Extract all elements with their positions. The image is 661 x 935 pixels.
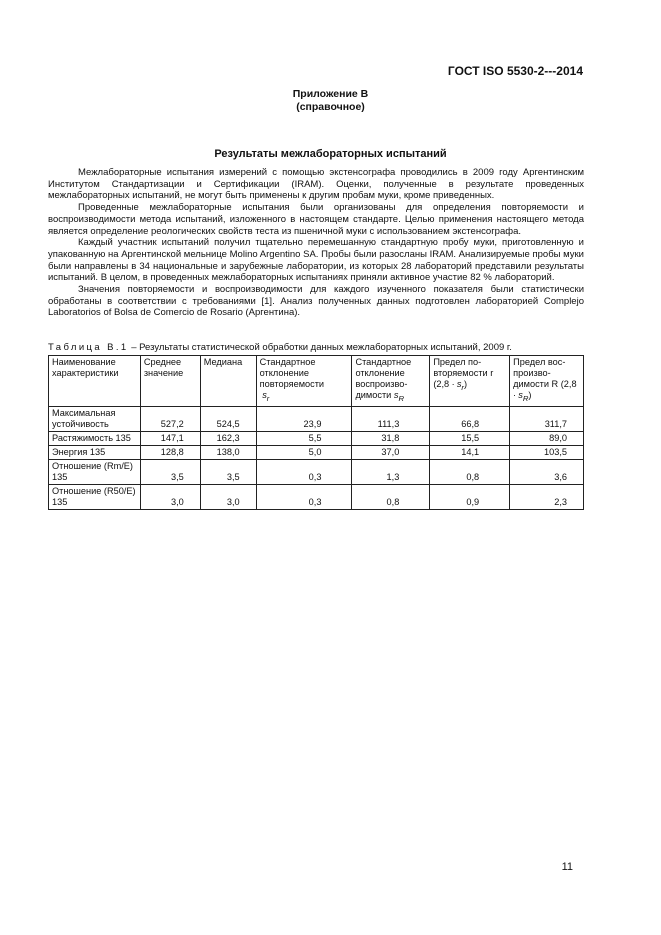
header-reproducibility-limit: [510, 356, 584, 407]
cell-mean: 3,5: [140, 460, 200, 485]
cell-median: 162,3: [200, 432, 256, 446]
header-repeatability-limit: [430, 356, 510, 407]
table-row: [49, 460, 584, 485]
section-title: Результаты межлабораторных испытаний: [214, 148, 447, 160]
header-reproducibility-limit-text: Предел вос-произво-димости R (2,8 ∙: [513, 357, 577, 400]
header-reproducibility-limit-tail: ): [528, 390, 532, 400]
header-reproducibility-sd: [352, 356, 430, 407]
cell-repeatability-sd: 23,9: [256, 407, 352, 432]
header-repeatability-sd: [256, 356, 352, 407]
appendix-label: Приложение В: [292, 88, 369, 100]
table-caption: [48, 342, 512, 353]
table-row: [49, 446, 584, 460]
paragraph-2: Проведенные межлабораторные испытания были организованы для определения повторяемости и воспроизводимости метода испытаний, изложенного в настоящем стандарте. Целью применения настоящего метода является определение реологических свойств теста из пшеничной муки с использованием экстенсографа.: [48, 202, 584, 237]
cell-reproducibility-sd: 1,3: [352, 460, 430, 485]
cell-reproducibility-sd: 37,0: [352, 446, 430, 460]
cell-repeatability-sd: 5,5: [256, 432, 352, 446]
cell-median: 138,0: [200, 446, 256, 460]
header-repeatability-limit-sym: s: [456, 379, 462, 389]
header-reproducibility-sd-sub: R: [398, 393, 404, 403]
appendix-note: (справочное): [296, 101, 365, 113]
cell-repeatability-limit: 15,5: [430, 432, 510, 446]
cell-mean: 3,0: [140, 485, 200, 510]
page-number: 11: [561, 861, 573, 873]
appendix-heading: [0, 88, 661, 114]
cell-reproducibility-limit: 311,7: [510, 407, 584, 432]
cell-mean: 527,2: [140, 407, 200, 432]
row-label: Энергия 135: [49, 446, 141, 460]
cell-repeatability-limit: 0,9: [430, 485, 510, 510]
cell-mean: 128,8: [140, 446, 200, 460]
cell-median: 524,5: [200, 407, 256, 432]
header-code: ГОСТ ISO 5530-2---2014: [447, 64, 583, 78]
cell-repeatability-limit: 66,8: [430, 407, 510, 432]
cell-reproducibility-limit: 89,0: [510, 432, 584, 446]
results-table: [48, 355, 584, 510]
body-text: [48, 167, 584, 319]
cell-repeatability-sd: 0,3: [256, 460, 352, 485]
paragraph-3: Каждый участник испытаний получил тщательно перемешанную стандартную пробу муки, приготовленную и упакованную на Аргентинской мельнице Molino Argentino SA. Пробы были разосланы IRAM. Анализируемые пробы муки были направлены в 34 национальные и зарубежные лаборатории, из которых 28 лабораторий представили результаты испытаний. В целом, в проведенных межлабораторных испытаниях приняли активное участие 82 % лабораторий.: [48, 237, 584, 284]
header-repeatability-sd-sub: r: [266, 393, 270, 403]
cell-reproducibility-sd: 111,3: [352, 407, 430, 432]
cell-repeatability-limit: 0,8: [430, 460, 510, 485]
table-caption-text: – Результаты статистической обработки данных межлабораторных испытаний, 2009 г.: [128, 342, 512, 353]
cell-reproducibility-sd: 0,8: [352, 485, 430, 510]
header-median: Медиана: [200, 356, 256, 407]
paragraph-1: Межлабораторные испытания измерений с помощью экстенсографа проводились в 2009 году Аргентинским Институтом Стандартизации и Сертификации (IRAM). Оценки, полученные в результате проведенных межлабораторных испытаний, не могут быть применены к другим пробам муки, кроме приведенных.: [48, 167, 584, 202]
cell-repeatability-sd: 0,3: [256, 485, 352, 510]
cell-repeatability-limit: 14,1: [430, 446, 510, 460]
row-label: Растяжимость 135: [49, 432, 141, 446]
table-caption-label: Таблица В.1: [48, 342, 129, 353]
cell-repeatability-sd: 5,0: [256, 446, 352, 460]
table-header-row: [49, 356, 584, 407]
header-mean: Среднее значение: [140, 356, 200, 407]
cell-reproducibility-limit: 103,5: [510, 446, 584, 460]
header-reproducibility-sd-sym: s: [393, 390, 399, 400]
cell-reproducibility-limit: 2,3: [510, 485, 584, 510]
row-label: Отношение (R50/E) 135: [49, 485, 141, 510]
paragraph-4: Значения повторяемости и воспроизводимости для каждого изученного показателя были статистически обработаны в соответствии с требованиями [1]. Анализ полученных данных подготовлен лабораторией Complejo Laboratorios of Bolsa de Comercio de Rosario (Аргентина).: [48, 284, 584, 319]
table-row: [49, 407, 584, 432]
table-row: [49, 485, 584, 510]
table-row: [49, 432, 584, 446]
header-repeatability-sd-sym: s: [262, 390, 267, 400]
header-reproducibility-sd-text: Стандартное отклонение воспроизво-димости: [355, 357, 412, 400]
cell-mean: 147,1: [140, 432, 200, 446]
header-characteristic: Наименование характеристики: [49, 356, 141, 407]
header-reproducibility-limit-sub: R: [522, 393, 529, 403]
cell-reproducibility-limit: 3,6: [510, 460, 584, 485]
header-repeatability-limit-tail: ): [463, 379, 468, 389]
row-label: Максимальная устойчивость: [49, 407, 141, 432]
cell-median: 3,0: [200, 485, 256, 510]
header-repeatability-limit-text: Предел по-вторяемости r (2,8 ∙: [433, 357, 494, 389]
cell-reproducibility-sd: 31,8: [352, 432, 430, 446]
header-reproducibility-limit-sym: s: [518, 390, 523, 400]
row-label: Отношение (Rm/E) 135: [49, 460, 141, 485]
header-repeatability-limit-sub: r: [461, 382, 464, 392]
cell-median: 3,5: [200, 460, 256, 485]
header-repeatability-sd-text: Стандартное отклонение повторяемости: [259, 357, 325, 389]
